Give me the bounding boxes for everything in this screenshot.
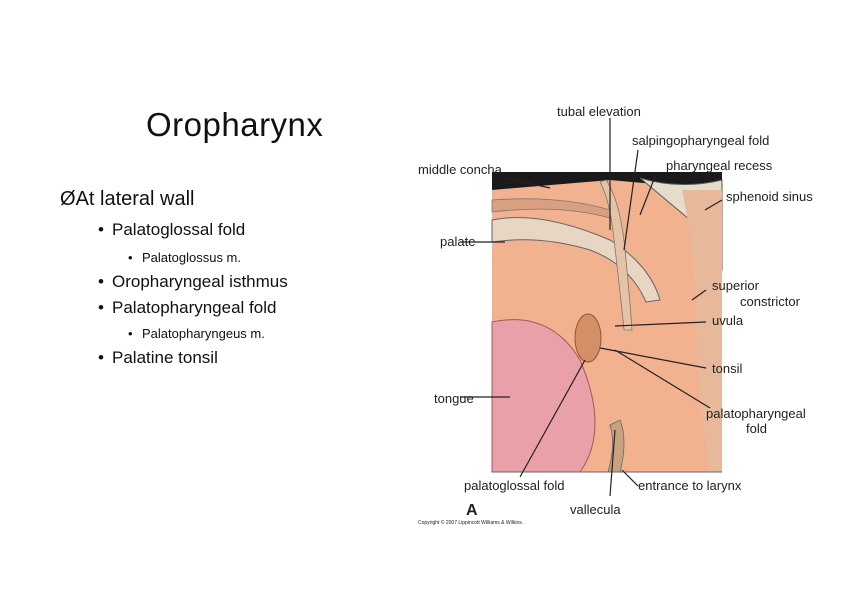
- label-vallecula: vallecula: [570, 502, 621, 517]
- label-tonsil: tonsil: [712, 361, 743, 376]
- label-pharyngeal-recess: pharyngeal recess: [666, 158, 773, 173]
- bullet-text: Palatoglossus m.: [142, 250, 241, 265]
- bullet-palatoglossus: [128, 250, 241, 265]
- label-sphenoid-sinus: sphenoid sinus: [726, 189, 813, 204]
- label-superior: superior: [712, 278, 759, 293]
- bullet-dot-icon: •: [98, 348, 104, 367]
- bullet-dot-icon: •: [98, 298, 104, 317]
- bullet-palatoglossal-fold: [98, 220, 245, 240]
- label-middle-concha: middle concha: [418, 162, 502, 177]
- bullet-palatine-tonsil: [98, 348, 218, 368]
- label-palatopharyngeal: palatopharyngeal: [706, 406, 806, 421]
- bullet-text: At lateral wall: [75, 188, 195, 210]
- bullet-text: Palatoglossal fold: [112, 220, 246, 239]
- label-fold: fold: [746, 421, 767, 436]
- bullet-text: Oropharyngeal isthmus: [112, 272, 288, 291]
- oropharynx-anatomy-figure: [410, 100, 830, 530]
- bullet-dot-icon: •: [98, 272, 104, 291]
- bullet-text: Palatopharyngeus m.: [142, 326, 265, 341]
- bullet-text: Palatine tonsil: [112, 348, 218, 367]
- label-tubal-elevation: tubal elevation: [557, 104, 641, 119]
- label-palate: palate: [440, 234, 476, 249]
- label-constrictor: constrictor: [740, 294, 800, 309]
- bullet-palatopharyngeal-fold: [98, 298, 276, 318]
- label-salpingopharyngeal-fold: salpingopharyngeal fold: [632, 133, 770, 148]
- slide-title: Oropharynx: [146, 106, 324, 143]
- bullet-dot-icon: •: [128, 250, 133, 265]
- label-tongue: tongue: [434, 391, 474, 406]
- bullet-oropharyngeal-isthmus: [98, 272, 288, 292]
- figure-copyright: Copyright © 2007 Lippincott Williams & Wilkins.: [418, 520, 524, 526]
- label-entrance-to-larynx: entrance to larynx: [638, 478, 742, 493]
- anatomy-illustration: [492, 172, 722, 472]
- panel-letter: A: [466, 502, 478, 519]
- bullet-palatopharyngeus: [128, 326, 265, 341]
- arrow-bullet-icon: Ø: [60, 188, 76, 210]
- bullet-dot-icon: •: [128, 326, 133, 341]
- label-uvula: uvula: [712, 313, 744, 328]
- bullet-text: Palatopharyngeal fold: [112, 298, 277, 317]
- bullet-lateral-wall: [60, 188, 195, 211]
- bullet-dot-icon: •: [98, 220, 104, 239]
- label-palatoglossal-fold: palatoglossal fold: [464, 478, 565, 493]
